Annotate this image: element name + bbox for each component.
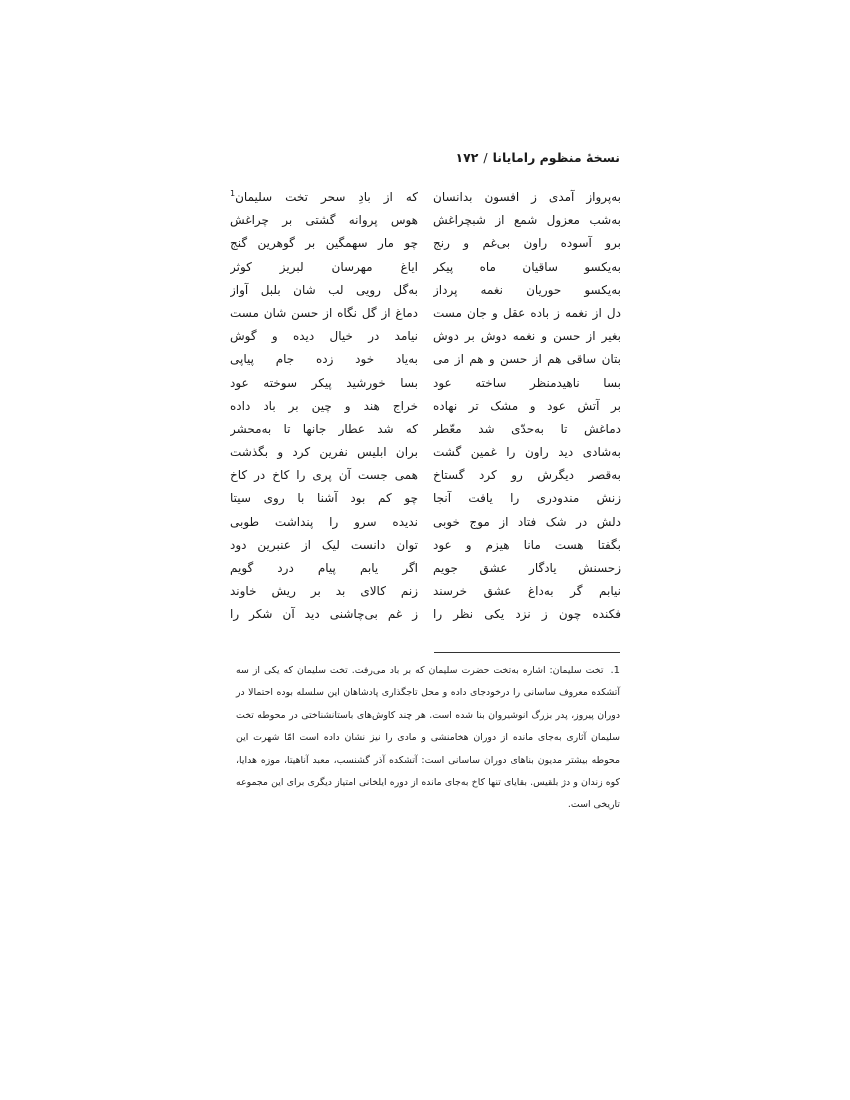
verse-line: ندیده سرو را پنداشت طوبی: [230, 514, 418, 529]
footnote-text: تخت سلیمان: اشاره به‌تخت حضرت سلیمان که بر باد می‌رفت. تخت سلیمان که یکی از سه آتشکده معروف ساسانی را درخودجای داده و محل تاجگذاری پادشاهان این سلسله بوده احتمالا در دوران پیروز، پدر بزرگ انوشیروان بنا شده است. هر چند کاوش‌های باستانشناختی در محوطه تخت سلیمان آثاری به‌جای مانده از دوران هخامنشی و مادی را نیز نشان داده است امّا شهرت این محوطه بیشتر مدیون بناهای دوران ساسانی است: آتشکده آذر گشنسب، معبد آناهیتا، موزه هدایا، کوه زندان و دژ بلقیس. بقایای تنها کاخ به‌جای مانده از دوره ایلخانی امتیاز دیگری برای این مجموعه تاریخی است.: [236, 665, 620, 811]
verse-line: هوس پروانه گشتی بر چراغش: [230, 213, 418, 228]
verse-line: ایاغ مهرسان لبریز کوثر: [230, 259, 418, 274]
verse-line: نیابم گر به‌داغ عشق خرسند: [433, 584, 621, 599]
verse-line: به‌قصر دیگرش رو کرد گستاخ: [433, 468, 621, 483]
verse-line: به‌گل رویی لب شان بلبل آواز: [230, 282, 418, 297]
verse-line: به‌یکسو ساقیان ماه پیکر: [433, 259, 621, 274]
verse-line: بسا خورشید پیکر سوخته عود: [230, 375, 418, 390]
verse-line: به‌یاد خود زده جام پیاپی: [230, 352, 418, 367]
verse-line: خراج هند و چین بر باد داده: [230, 398, 418, 413]
verse-line: دماغ از گل نگاه از حسن شان مست: [230, 305, 418, 320]
verse-line: دل از نغمه ز باده عقل و جان مست: [433, 305, 621, 320]
book-title: نسخهٔ منظوم رامایانا: [492, 150, 620, 165]
verse-line: به‌پرواز آمدی ز افسون بدانسان: [433, 190, 621, 204]
verse-line: دماغش تا به‌حدّی شد معّطر: [433, 421, 621, 436]
verse-line: بتان ساقی هم از حسن و هم از می: [433, 352, 621, 367]
verse-line: زنم کالای بد بر ریش خاوند: [230, 584, 418, 599]
verse-line: ز غم بی‌چاشنی دید آن شکر را: [230, 607, 418, 622]
running-header: [455, 150, 620, 165]
verse-line: نیامد در خیال دیده و گوش: [230, 329, 418, 344]
verse-line: چو مار سهمگین بر گوهرین گنج: [230, 236, 418, 251]
footnote-marker: 1: [230, 189, 236, 198]
verse-line: دلش در شک فتاد از موج خوبی: [433, 514, 621, 529]
verse-line: که از بادِ سحر تخت سلیمان$^1$: [230, 189, 418, 204]
page-number: ۱۷۲: [455, 150, 479, 165]
verse-line: بگفتا هست مانا هیزم و عود: [433, 537, 621, 552]
verse-line: به‌یکسو حوریان نغمه پرداز: [433, 282, 621, 297]
footnote: [236, 660, 620, 817]
verse-line: اگر یابم پیام درد گویم: [230, 561, 418, 575]
verse-line: برو آسوده راون بی‌غم و رنج: [433, 236, 621, 251]
verse-line: به‌شادی دید راون را غمین گشت: [433, 445, 621, 460]
poem-left-column: [230, 186, 418, 627]
verse-line: بر آتش عود و مشک تر نهاده: [433, 398, 621, 413]
verse-line: زنش مندودری را یافت آنجا: [433, 491, 621, 506]
verse-line: چو کم بود آشنا با روی سیتا: [230, 491, 418, 506]
footnote-rule: [434, 652, 620, 653]
verse-line: بران ابلیس نفرین کرد و بگذشت: [230, 445, 418, 460]
verse-line: که شد عطار جانها تا به‌محشر: [230, 421, 418, 436]
verse-line: زحسنش یادگار عشق جویم: [433, 561, 621, 575]
header-separator: /: [483, 150, 488, 165]
verse-line: بسا ناهیدمنظر ساخته عود: [433, 375, 621, 390]
verse-line: به‌شب معزول شمع از شبچراغش: [433, 213, 621, 228]
poem-right-column: [433, 186, 621, 627]
verse-line: همی جست آن پری را کاخ در کاخ: [230, 468, 418, 483]
verse-line: توان دانست لیک از عنبرین دود: [230, 537, 418, 552]
verse-line: بغیر از حسن و نغمه دوش بر دوش: [433, 329, 621, 344]
verse-line: فکنده چون ز نزد یکی نظر را: [433, 607, 621, 622]
footnote-number: 1.: [610, 665, 620, 676]
